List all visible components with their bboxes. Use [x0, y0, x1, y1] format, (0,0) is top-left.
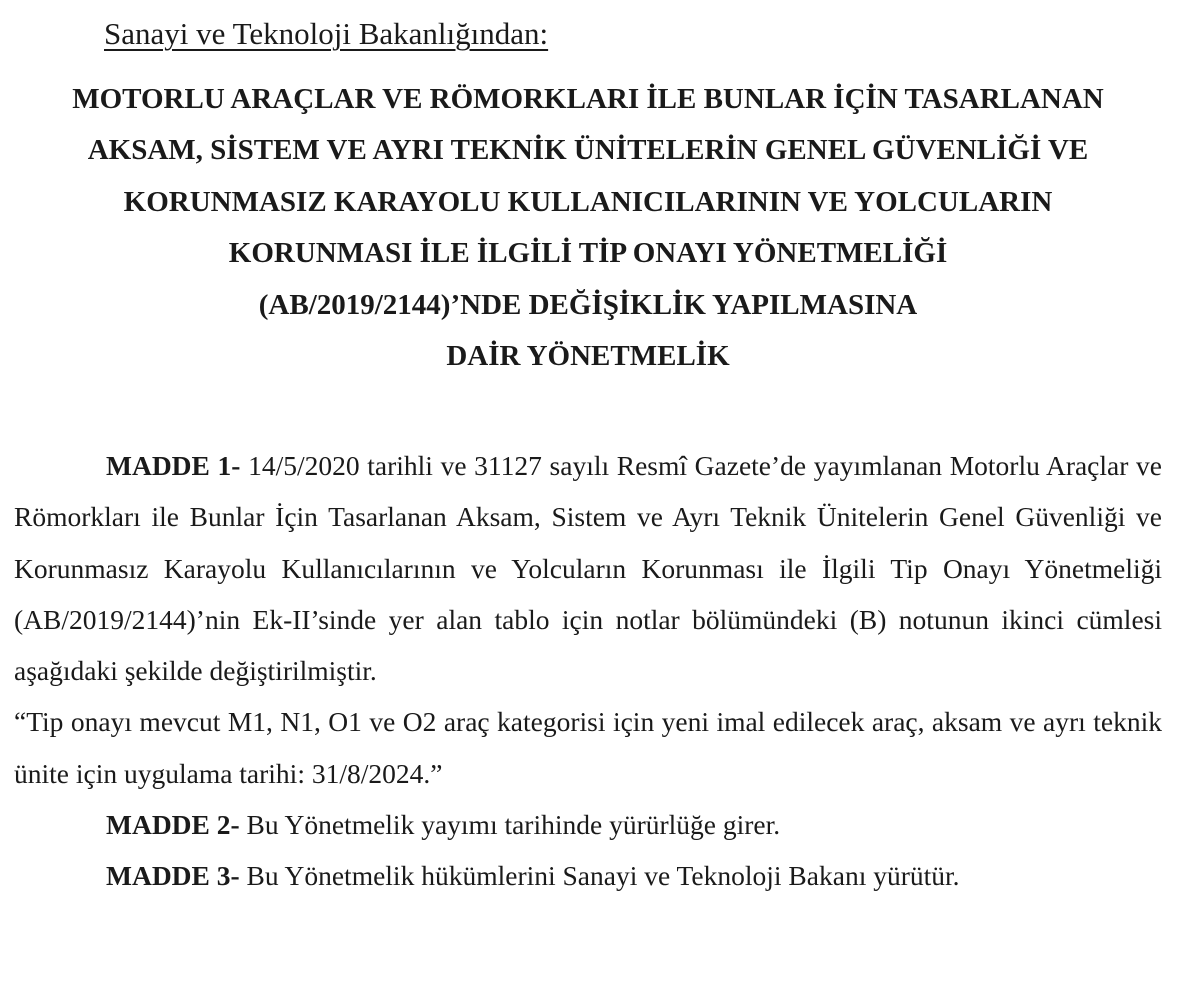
- title-line-3: KORUNMASIZ KARAYOLU KULLANICILARININ VE YOLCULARIN: [123, 185, 1053, 218]
- article-2: [14, 799, 1162, 850]
- article-1-text: 14/5/2020 tarihli ve 31127 sayılı Resmî Gazete’de yayımlanan Motorlu Araçlar ve Römorkları ile Bunlar İçin Tasarlanan Aksam, Sistem ve Ayrı Teknik Ünitelerin Genel Güvenliği ve Korunmasız Karayolu Kullanıcılarının ve Yolcuların Korunması ile İlgili Tip Onayı Yönetmeliği (AB/2019/2144)’nin Ek-II’sinde yer alan tablo için notlar bölümündeki (B) notunun ikinci cümlesi aşağıdaki şekilde değiştirilmiştir.: [14, 450, 1162, 687]
- title-line-6: DAİR YÖNETMELİK: [446, 340, 730, 373]
- article-1: [14, 440, 1162, 696]
- article-1-quote: “Tip onayı mevcut M1, N1, O1 ve O2 araç kategorisi için yeni imal edilecek araç, aksam ve ayrı teknik ünite için uygulama tarihi: 31/8/2024.”: [14, 706, 1162, 789]
- article-1-label: MADDE 1-: [106, 450, 241, 481]
- issuing-ministry: Sanayi ve Teknoloji Bakanlığından:: [104, 16, 549, 51]
- title-line-2: AKSAM, SİSTEM VE AYRI TEKNİK ÜNİTELERİN GENEL GÜVENLİĞİ VE: [87, 134, 1089, 167]
- article-3-text: Bu Yönetmelik hükümlerini Sanayi ve Teknoloji Bakanı yürütür.: [239, 860, 960, 892]
- title-line-5: (AB/2019/2144)’NDE DEĞİŞİKLİK YAPILMASINA: [258, 288, 918, 321]
- article-3: [14, 850, 1162, 901]
- article-3-label: MADDE 3-: [106, 860, 240, 892]
- article-2-text: Bu Yönetmelik yayımı tarihinde yürürlüğe girer.: [239, 809, 781, 841]
- regulation-title: [0, 74, 1176, 382]
- title-line-1: MOTORLU ARAÇLAR VE RÖMORKLARI İLE BUNLAR İÇİN TASARLANAN: [72, 83, 1104, 115]
- regulation-body: [14, 440, 1162, 902]
- article-2-label: MADDE 2-: [106, 809, 240, 841]
- title-line-4: KORUNMASI İLE İLGİLİ TİP ONAYI YÖNETMELİĞİ: [228, 237, 948, 270]
